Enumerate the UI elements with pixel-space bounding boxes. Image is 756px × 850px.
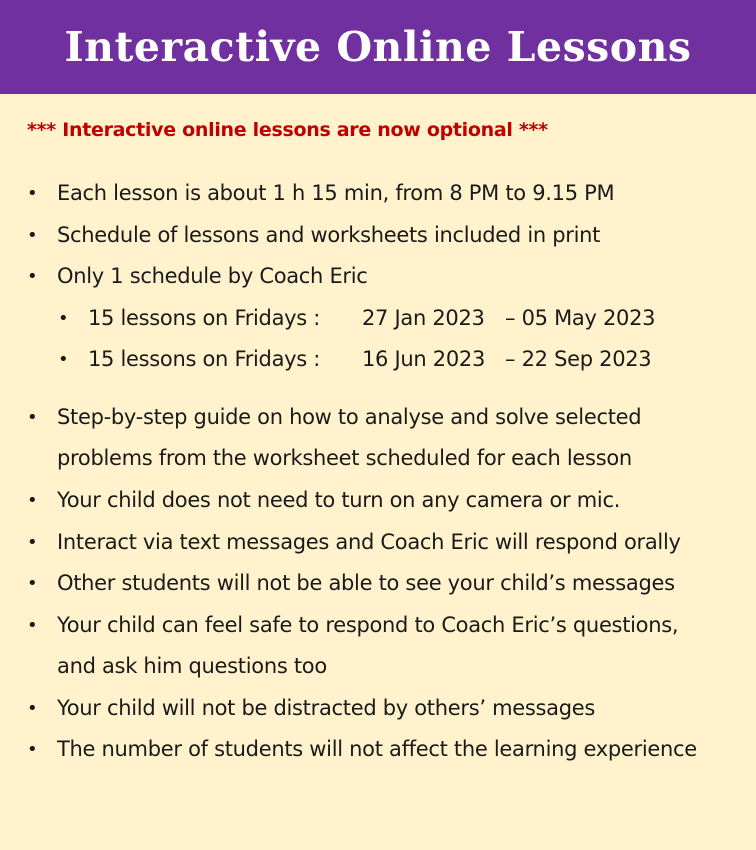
list-item-feel-safe: Your child can feel safe to respond to Coach Eric’s questions, [57,613,679,637]
schedule-end-date: – 05 May 2023 [505,306,656,330]
schedule-start-date: 16 Jun 2023 [362,347,486,371]
list-item-no-camera: Your child does not need to turn on any camera or mic. [57,488,621,512]
sub-bullet-icon: • [58,349,69,370]
bullet-icon: • [27,407,38,428]
list-item-not-distracted: Your child will not be distracted by others’ messages [57,696,596,720]
bullet-icon: • [27,183,38,204]
bullet-icon: • [27,698,38,719]
list-item-feel-safe-cont: and ask him questions too [57,654,327,678]
list-item-private-messages: Other students will not be able to see your child’s messages [57,571,675,595]
list-item-class-size: The number of students will not affect the learning experience [57,737,697,761]
page-title: Interactive Online Lessons [64,23,692,71]
list-item-text-messages: Interact via text messages and Coach Eric will respond orally [57,530,681,554]
schedule-label: 15 lessons on Fridays : [88,306,321,330]
title-banner [0,0,756,94]
schedule-label: 15 lessons on Fridays : [88,347,321,371]
optional-notice: *** Interactive online lessons are now optional *** [27,119,548,141]
list-item-only-schedule: Only 1 schedule by Coach Eric [57,264,368,288]
list-item-step-guide-cont: problems from the worksheet scheduled for each lesson [57,446,632,470]
sub-bullet-icon: • [58,308,69,329]
bullet-icon: • [27,266,38,287]
list-item-schedule-print: Schedule of lessons and worksheets included in print [57,223,601,247]
list-item-step-guide: Step-by-step guide on how to analyse and solve selected [57,405,642,429]
bullet-icon: • [27,739,38,760]
list-item-lesson-duration: Each lesson is about 1 h 15 min, from 8 PM to 9.15 PM [57,181,615,205]
schedule-start-date: 27 Jan 2023 [362,306,485,330]
bullet-icon: • [27,225,38,246]
bullet-icon: • [27,490,38,511]
bullet-icon: • [27,532,38,553]
schedule-end-date: – 22 Sep 2023 [505,347,652,371]
bullet-icon: • [27,573,38,594]
bullet-icon: • [27,615,38,636]
